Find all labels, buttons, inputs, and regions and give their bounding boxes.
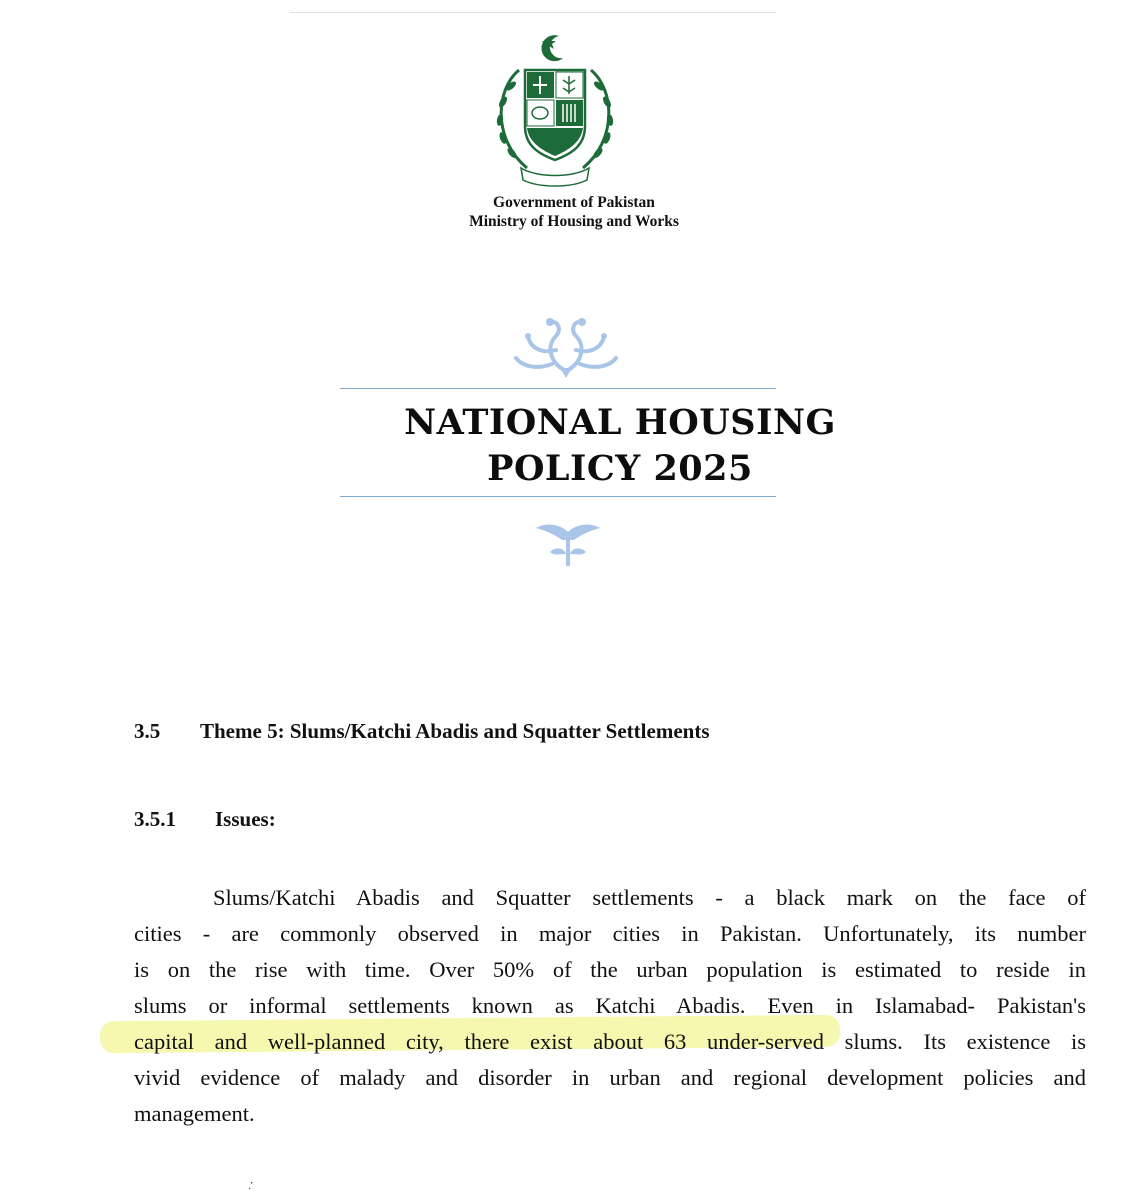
bottom-ornament-icon <box>534 520 602 568</box>
government-name: Government of Pakistan <box>493 194 655 211</box>
section-title: Theme 5: Slums/Katchi Abadis and Squatter Settlements <box>200 719 710 743</box>
cover-page <box>290 0 836 600</box>
government-heading <box>290 193 858 231</box>
paragraph-line: slums or informal settlements known as Katchi Abadis. Even in Islamabad- Pakistan's <box>134 993 1086 1018</box>
cut-off-text-mark: ⸱̣ <box>250 1176 254 1190</box>
subsection-number: 3.5.1 <box>134 807 176 831</box>
title-bottom-rule <box>340 496 776 497</box>
paragraph-line: Slums/Katchi Abadis and Squatter settlements - a black mark on the face of <box>213 885 1086 910</box>
paragraph-line: vivid evidence of malady and disorder in urban and regional development policies and <box>134 1065 1086 1090</box>
paragraph-line: cities - are commonly observed in major cities in Pakistan. Unfortunately, its number <box>134 921 1086 946</box>
section-heading <box>134 717 710 745</box>
paragraph-line: capital and well-planned city, there exist about 63 under-served slums. Its existence is <box>134 1029 1086 1054</box>
subsection-title: Issues: <box>215 807 276 831</box>
cover-top-edge <box>290 12 776 13</box>
document-title <box>320 400 920 492</box>
title-line-2: POLICY 2025 <box>487 448 753 489</box>
floral-ornament-icon <box>506 310 626 380</box>
title-line-1: NATIONAL HOUSING <box>404 402 836 443</box>
state-emblem-icon <box>487 30 623 192</box>
paragraph-line: is on the rise with time. Over 50% of the urban population is estimated to reside in <box>134 957 1086 982</box>
issues-paragraph <box>134 880 1086 1132</box>
ministry-name: Ministry of Housing and Works <box>469 213 679 230</box>
title-top-rule <box>340 388 776 389</box>
paragraph-line: management. <box>134 1101 255 1126</box>
subsection-heading <box>134 805 276 833</box>
section-number: 3.5 <box>134 719 161 743</box>
